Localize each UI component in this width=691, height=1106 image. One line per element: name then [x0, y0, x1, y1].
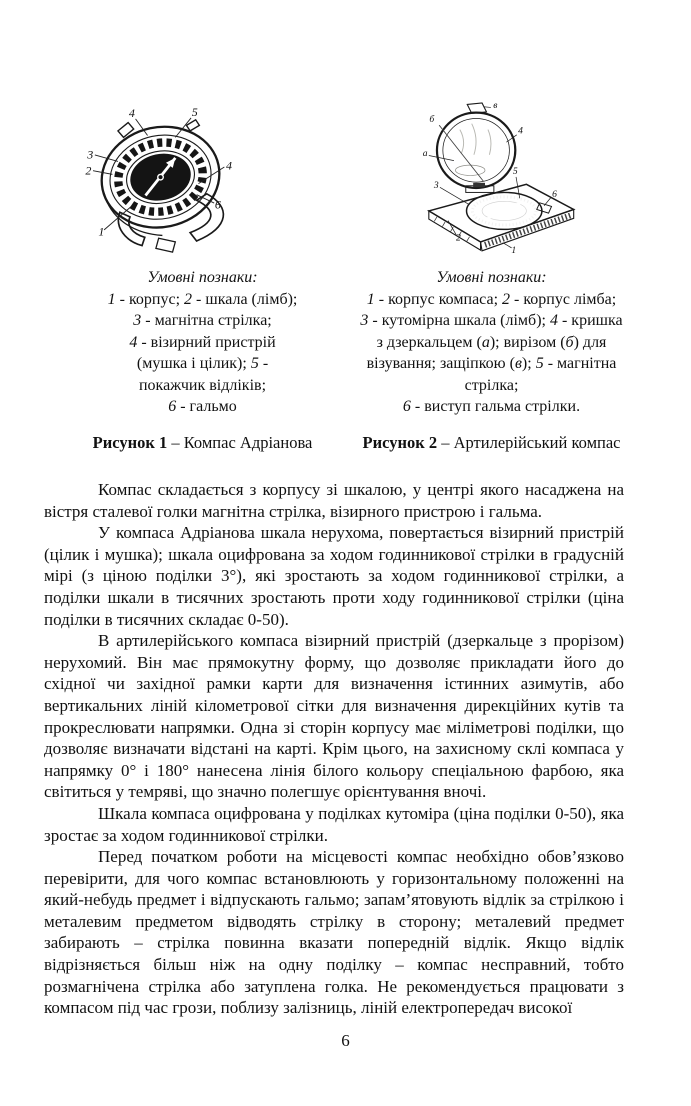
body-paragraph: Перед початком роботи на місцевості компас необхідно обов’язково перевірити, для чого компас встановлюють у горизонтальному положенні на який-небудь предмет і відпускають гальмо; запам’ятовують відлік за стрілкою і металевим предметом відводять стрілку в сторону; металевий предмет забирають – стрілка повинна вказати попередній відлік. Якщо відлік відрізняється більш ніж на одну поділку – компас несправний, тобто розмагнічена стрілка або затуплена голка. Не рекомендується працювати з компасом під час грози, поблизу залізниць, ліній електропередач високої	[44, 847, 624, 1018]
legend-line: (мушка і цілик); 5 -	[136, 355, 269, 372]
compass-lid	[436, 112, 514, 187]
figure-2-legend-title: Умовні познаки:	[436, 269, 547, 286]
legend-line: стрілка;	[464, 376, 519, 394]
fig2-mark-5: 5	[512, 165, 518, 177]
fig2-mark-2: 2	[455, 231, 461, 243]
fig1-mark-5: 5	[191, 105, 198, 120]
strap-buckle	[155, 238, 174, 252]
legend-line: 6 - виступ гальма стрілки.	[402, 398, 581, 415]
mirror-reflections	[459, 123, 490, 154]
artillery-compass-drawing	[417, 100, 587, 259]
legend-line: 6 - гальмо	[168, 398, 237, 415]
fig2-mark-1: 1	[510, 244, 516, 256]
fig2-mark-6: 6	[551, 188, 557, 200]
base-ribbing	[485, 215, 571, 245]
legend-line: 3 - кутомірна шкала (лімб); 4 - кришка	[360, 312, 623, 329]
legend-line: покажчик відліків;	[138, 376, 267, 394]
artillery-compass-illustration	[407, 97, 577, 261]
fig1-mark-4a: 4	[128, 106, 135, 121]
adrianov-compass-drawing	[79, 105, 255, 253]
needle-pivot	[502, 208, 506, 212]
body-paragraph: Компас складається з корпусу зі шкалою, у центрі якого насаджена на вістря сталевої голки магнітна стрілка, візирного пристрою і гальма.	[44, 480, 624, 521]
figure-1-legend	[108, 267, 298, 418]
figure-2-caption	[363, 433, 621, 453]
body-paragraph: У компаса Адріанова шкала нерухома, повертається візирний пристрій (цілик і мушка); шкала оцифрована за ходом годинникової стрілки в градусній мірі (з ціною поділки 3°), які зростають за ходом годинникової стрілки, а поділки шкали в тисячних зростають проти ходу годинникової стрілки (ціна поділки в тисячних складає 0-50).	[44, 523, 624, 629]
fig2-mark-a: а	[422, 147, 428, 159]
body-paragraph: Шкала компаса оцифрована у поділках кутоміра (ціна поділки 0-50), яка зростає за ходом годинникової стрілки.	[44, 803, 624, 845]
fig1-mark-3: 3	[86, 147, 93, 162]
fig1-mark-6: 6	[214, 197, 221, 212]
body-text	[44, 479, 624, 1019]
page-number: 6	[341, 1031, 350, 1050]
fig2-mark-b: б	[428, 113, 434, 125]
figure-1-caption-text: – Компас Адріанова	[167, 432, 313, 452]
legend-line: 3 - магнітна стрілка;	[133, 312, 272, 329]
fig2-mark-4: 4	[517, 124, 523, 136]
hinge-pin	[473, 182, 485, 186]
legend-line: візування; защіпкою (в); 5 - магнітна	[366, 355, 617, 372]
ruler-ticks	[434, 216, 469, 240]
figures-row	[58, 97, 636, 453]
figure-2	[347, 97, 636, 453]
fig1-mark-1: 1	[97, 224, 104, 239]
body-paragraph: В артилерійського компаса візирний пристрій (дзеркальце з прорізом) нерухомий. Він має прямокутну форму, що дозволяє прикладати його до східної чи західної рамки карти для визначення істинних азимутів, або вертикальних ліній кілометрової сітки для визначення дирекційних кутів та прокреслювати напрямки. Одна зі сторін корпусу має міліметрові поділки, що дозволяє визначати відстані на карті. Крім цього, на захисному склі компаса у напрямку 0° і 180° нанесена лінія білого кольору спеціальною фарбою, яка світиться у темряві, що значно полегшує орієнтування вночі.	[44, 631, 624, 802]
adrianov-compass-illustration	[84, 97, 291, 261]
legend-line: 4 - візирний пристрій	[129, 333, 276, 351]
figure-1	[58, 97, 347, 453]
figure-2-legend	[360, 267, 622, 418]
needle-pivot	[157, 174, 164, 181]
figure-1-caption	[93, 433, 313, 453]
fig2-mark-3: 3	[433, 179, 439, 191]
figure-2-caption-text: – Артилерійський компас	[437, 432, 621, 452]
fig1-mark-2: 2	[84, 163, 91, 178]
brake-lug	[536, 202, 551, 212]
legend-line: 1 - корпус; 2 - шкала (лімб);	[107, 290, 298, 308]
fig1-mark-4b: 4	[225, 158, 232, 173]
mirror-detail	[455, 165, 485, 175]
legend-line: з дзеркальцем (а); вирізом (б) для	[376, 333, 607, 351]
legend-line: 1 - корпус компаса; 2 - корпус лімба;	[366, 290, 617, 308]
figure-2-caption-label: Рисунок 2	[362, 432, 438, 452]
figure-1-legend-title: Умовні познаки:	[147, 269, 258, 286]
figure-1-caption-label: Рисунок 1	[92, 432, 168, 452]
fig2-mark-v: в	[492, 99, 497, 111]
